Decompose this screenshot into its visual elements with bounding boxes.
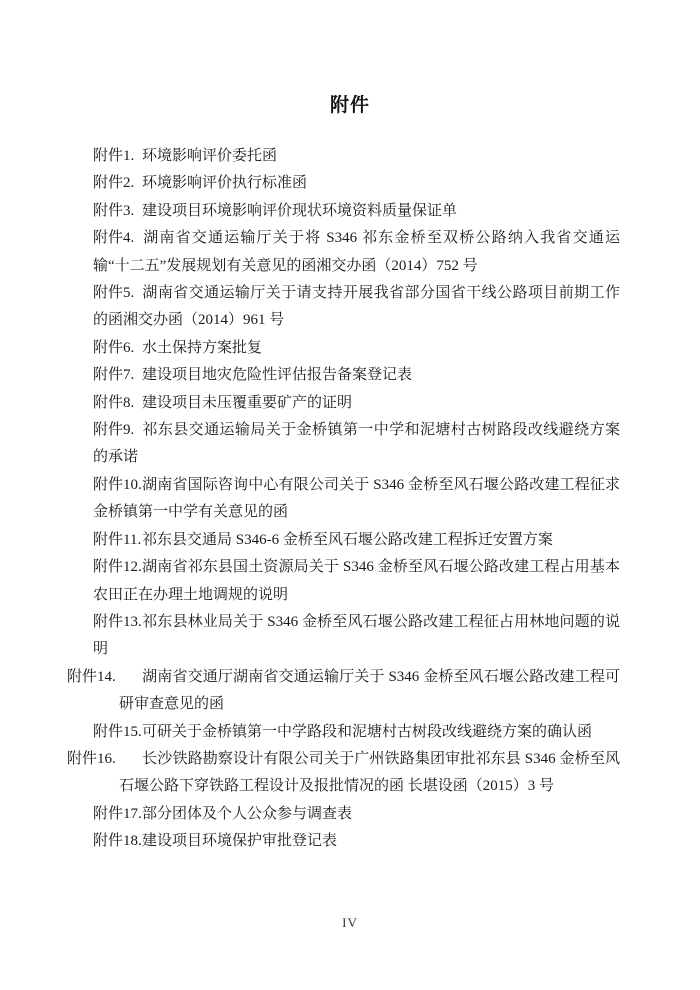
attachment-item xyxy=(93,609,620,664)
attachment-item xyxy=(93,527,620,554)
attachment-item-label: 附件3. xyxy=(93,202,135,219)
attachment-item-text: 湖南省祁东县国土资源局关于 S346 金桥至风石堰公路改建工程占用基本农田正在办理土地调规的说明 xyxy=(93,559,620,603)
attachment-item xyxy=(67,664,620,719)
attachment-item-text: 湖南省交通运输厅关于请支持开展我省部分国省干线公路项目前期工作的函湘交办函（2014）961 号 xyxy=(93,285,620,329)
attachment-item-label: 附件4. xyxy=(93,230,135,247)
attachment-item-label: 附件13. xyxy=(93,613,142,630)
attachment-item-label: 附件15. xyxy=(93,723,142,740)
attachment-item-text: 建设项目环境保护审批登记表 xyxy=(142,833,338,850)
attachment-item-text: 建设项目地灾危险性评估报告备案登记表 xyxy=(142,367,413,384)
attachment-list xyxy=(67,143,620,856)
attachment-item-text: 部分团体及个人公众参与调查表 xyxy=(142,805,353,822)
attachment-item xyxy=(93,143,620,170)
attachment-item xyxy=(93,719,620,746)
attachment-item xyxy=(93,198,620,225)
attachment-item-label: 附件10. xyxy=(93,476,142,493)
page-number: IV xyxy=(342,915,358,930)
attachment-item-label: 附件7. xyxy=(93,367,135,384)
attachment-item-label: 附件8. xyxy=(93,394,135,411)
attachment-item-text: 湖南省交通运输厅关于将 S346 祁东金桥至双桥公路纳入我省交通运输“十二五”发展规划有关意见的函湘交办函（2014）752 号 xyxy=(93,230,620,274)
attachment-item xyxy=(93,801,620,828)
attachment-item-text: 祁东县林业局关于 S346 金桥至风石堰公路改建工程征占用林地问题的说明 xyxy=(93,613,620,658)
attachment-item-label: 附件1. xyxy=(93,148,135,164)
attachment-item-text: 湖南省交通厅湖南省交通运输厅关于 S346 金桥至风石堰公路改建工程可研审查意见的函 xyxy=(119,668,620,713)
attachment-item-label: 附件17. xyxy=(93,805,142,822)
attachment-item-label: 附件11. xyxy=(93,531,142,548)
attachment-item xyxy=(93,170,620,197)
attachment-item xyxy=(93,362,620,389)
attachment-item-text: 环境影响评价执行标准函 xyxy=(142,175,308,192)
attachment-item xyxy=(93,828,620,855)
attachment-item-text: 祁东县交通运输局关于金桥镇第一中学和泥塘村古树路段改线避绕方案的承诺 xyxy=(93,422,620,466)
attachment-item-label: 附件5. xyxy=(93,285,135,302)
attachment-item xyxy=(93,225,620,280)
attachment-item-label: 附件2. xyxy=(93,175,135,192)
attachment-item-label: 附件9. xyxy=(93,422,135,439)
attachment-item-text: 水土保持方案批复 xyxy=(142,339,263,356)
attachment-item xyxy=(93,554,620,609)
attachment-item-label: 附件18. xyxy=(93,833,142,850)
attachment-item xyxy=(93,390,620,417)
attachment-item-text: 祁东县交通局 S346-6 金桥至风石堰公路改建工程拆迁安置方案 xyxy=(142,531,553,548)
attachment-item xyxy=(93,280,620,335)
attachment-item xyxy=(93,335,620,362)
attachment-item-text: 可研关于金桥镇第一中学路段和泥塘村古树段改线避绕方案的确认函 xyxy=(142,723,593,740)
attachment-item xyxy=(67,746,620,801)
attachment-item-label: 附件16. xyxy=(67,750,116,767)
page-title: 附件 xyxy=(329,95,370,116)
attachment-item-text: 长沙铁路勘察设计有限公司关于广州铁路集团审批祁东县 S346 金桥至风石堰公路下穿铁路工程设计及报批情况的函 长堪设函（2015）3 号 xyxy=(119,750,620,795)
attachment-item xyxy=(93,417,620,472)
attachment-item-text: 建设项目未压覆重要矿产的证明 xyxy=(142,394,353,411)
attachment-item-text: 环境影响评价委托函 xyxy=(142,148,278,164)
attachment-item-text: 湖南省国际咨询中心有限公司关于 S346 金桥至风石堰公路改建工程征求金桥镇第一中学有关意见的函 xyxy=(93,476,620,521)
attachment-item-label: 附件14. xyxy=(67,668,116,685)
attachment-item-text: 建设项目环境影响评价现状环境资料质量保证单 xyxy=(142,202,458,219)
attachment-item-label: 附件12. xyxy=(93,559,142,576)
attachment-item-label: 附件6. xyxy=(93,339,135,356)
attachment-item xyxy=(93,472,620,527)
